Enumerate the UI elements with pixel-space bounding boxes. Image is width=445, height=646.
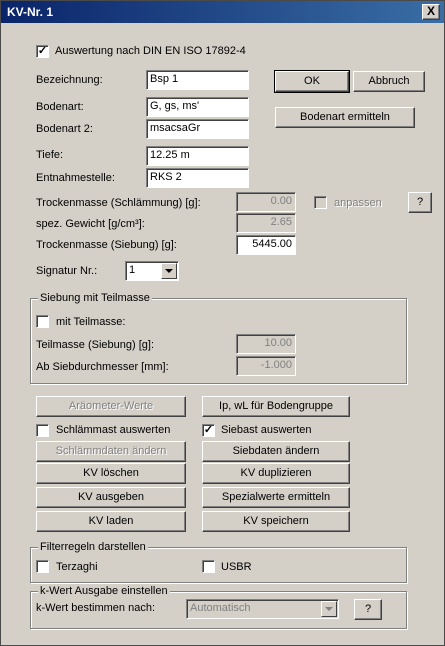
spez-gewicht-field[interactable]: 2.65 (236, 213, 296, 233)
din-checkbox[interactable]: ✓ (37, 45, 48, 57)
kv-laden-button[interactable]: KV laden (36, 511, 186, 532)
close-button[interactable]: X (422, 4, 440, 20)
mit-teilmasse-label: mit Teilmasse: (56, 316, 126, 328)
siebdurchmesser-label: Ab Siebdurchmesser [mm]: (36, 361, 169, 373)
kv-speichern-button[interactable]: KV speichern (202, 511, 350, 532)
title-bar (1, 1, 444, 23)
ok-button[interactable]: OK (275, 71, 349, 92)
tiefe-label: Tiefe: (36, 149, 64, 161)
bodenart-ermitteln-button[interactable]: Bodenart ermitteln (275, 107, 415, 128)
siebast-label: Siebast auswerten (221, 424, 312, 436)
schlaemmast-label: Schlämmast auswerten (56, 424, 171, 436)
trockenmasse-sieb-field[interactable]: 5445.00 (236, 235, 296, 255)
schlaemmdaten-aendern-button[interactable]: Schlämmdaten ändern (36, 441, 186, 462)
siebdurchmesser-field[interactable]: -1.000 (236, 356, 296, 376)
entnahmestelle-field[interactable]: RKS 2 (146, 168, 249, 188)
help-button[interactable]: ? (408, 192, 432, 213)
kwert-help-button[interactable]: ? (354, 599, 382, 620)
trockenmasse-schl-label: Trockenmasse (Schlämmung) [g]: (36, 197, 201, 209)
spez-gewicht-label: spez. Gewicht [g/cm³]: (36, 218, 145, 230)
kv-ausgeben-button[interactable]: KV ausgeben (36, 487, 186, 508)
bodenart2-label: Bodenart 2: (36, 123, 93, 135)
kwert-select[interactable] (186, 599, 339, 619)
trockenmasse-schl-field[interactable]: 0.00 (236, 192, 296, 212)
kwert-label: k-Wert bestimmen nach: (36, 602, 156, 614)
spezialwerte-button[interactable]: Spezialwerte ermitteln (202, 487, 350, 508)
siebung-group-title: Siebung mit Teilmasse (40, 292, 150, 304)
teilmasse-field[interactable]: 10.00 (236, 334, 296, 354)
schlaemmast-checkbox[interactable] (36, 424, 49, 437)
kv-loeschen-button[interactable]: KV löschen (36, 463, 186, 484)
usbr-label: USBR (221, 561, 252, 573)
window-title: KV-Nr. 1 (7, 5, 54, 19)
trockenmasse-sieb-label: Trockenmasse (Siebung) [g]: (36, 239, 177, 251)
mit-teilmasse-checkbox[interactable] (36, 315, 49, 328)
kv-duplizieren-button[interactable]: KV duplizieren (202, 463, 350, 484)
entnahmestelle-label: Entnahmestelle: (36, 172, 115, 184)
araeometer-button[interactable]: Aräometer-Werte (36, 396, 186, 417)
signatur-value: 1 (129, 264, 136, 276)
terzaghi-label: Terzaghi (56, 561, 98, 573)
anpassen-label: anpassen (334, 197, 382, 209)
filter-group-title: Filterregeln darstellen (40, 541, 146, 553)
terzaghi-checkbox[interactable] (36, 560, 49, 573)
chevron-down-icon[interactable] (161, 263, 177, 279)
signatur-label: Signatur Nr.: (36, 265, 98, 277)
bezeichnung-label: Bezeichnung: (36, 74, 103, 86)
siebast-checkbox[interactable]: ✓ (203, 424, 214, 436)
siebdaten-aendern-button[interactable]: Siebdaten ändern (202, 441, 350, 462)
tiefe-field[interactable]: 12.25 m (146, 146, 249, 166)
din-label: Auswertung nach DIN EN ISO 17892-4 (55, 45, 246, 57)
bezeichnung-field[interactable]: Bsp 1 (146, 70, 249, 90)
chevron-down-icon[interactable] (321, 601, 337, 617)
usbr-checkbox[interactable] (202, 560, 215, 573)
bodenart-label: Bodenart: (36, 101, 84, 113)
abbruch-button[interactable]: Abbruch (353, 71, 425, 92)
kwert-group-title: k-Wert Ausgabe einstellen (40, 585, 168, 597)
bodenart2-field[interactable]: msacsaGr (146, 119, 249, 139)
teilmasse-label: Teilmasse (Siebung) [g]: (36, 339, 154, 351)
ip-wl-button[interactable]: Ip, wL für Bodengruppe (202, 396, 350, 417)
anpassen-checkbox[interactable] (314, 196, 327, 209)
bodenart-field[interactable]: G, gs, ms' (146, 97, 249, 117)
kwert-value: Automatisch (190, 602, 251, 614)
